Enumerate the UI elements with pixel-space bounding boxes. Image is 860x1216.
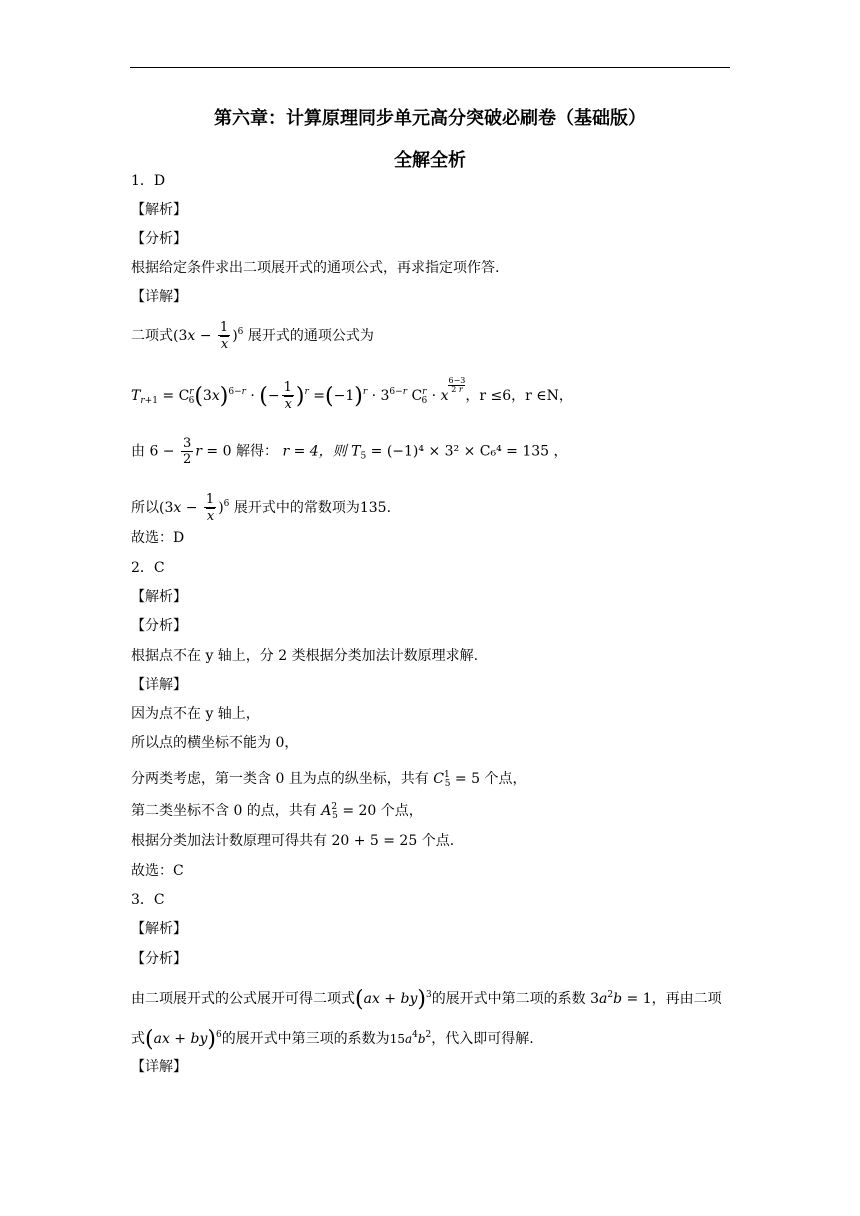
- q1-answer: 故选：D: [131, 530, 185, 546]
- q2-line-4: 第二类坐标不含 0 的点，共有 $A^2_5 = 20$ 个点，: [131, 802, 423, 821]
- q3-xiangjie-heading: 【详解】: [131, 1059, 187, 1075]
- q2-line-2: 所以点的横坐标不能为 0，: [131, 735, 299, 751]
- q1-fenxi-text: 根据给定条件求出二项展开式的通项公式，再求指定项作答.: [131, 260, 500, 276]
- q3-fenxi-line-1: 由二项展开式的公式展开可得二项式(ax + by)$^3$的展开式中第二项的系数 $3a^2b = 1$，再由二项: [131, 987, 722, 1012]
- q1-formula-line-1: 二项式(3x − $\frac{1}{x}$ )$^6$ 展开式的通项公式为: [131, 320, 374, 352]
- q3-jiexi-heading: 【解析】: [131, 921, 187, 937]
- q2-number: 2．C: [131, 560, 165, 576]
- q2-jiexi-heading: 【解析】: [131, 589, 187, 605]
- page-subtitle: 全解全析: [394, 150, 466, 171]
- q2-answer: 故选：C: [131, 863, 184, 879]
- q1-jiexi-heading: 【解析】: [131, 202, 187, 218]
- page-title: 第六章：计算原理同步单元高分突破必刷卷（基础版）: [214, 108, 646, 129]
- q1-number: 1．D: [131, 173, 166, 189]
- q2-xiangjie-heading: 【详解】: [131, 677, 187, 693]
- q3-fenxi-heading: 【分析】: [131, 951, 187, 967]
- q2-line-1: 因为点不在 y 轴上，: [131, 706, 260, 722]
- q2-line-3: 分两类考虑，第一类含 0 且为点的纵坐标，共有 $C^1_5 = 5$ 个点，: [131, 770, 527, 789]
- q3-number: 3．C: [131, 892, 165, 908]
- q1-xiangjie-heading: 【详解】: [131, 289, 187, 305]
- q2-fenxi-text: 根据点不在 y 轴上，分 2 类根据分类加法计数原理求解.: [131, 648, 479, 664]
- q2-line-5: 根据分类加法计数原理可得共有 20 + 5 = 25 个点.: [131, 833, 455, 849]
- header-rule: [130, 67, 730, 68]
- q1-fenxi-heading: 【分析】: [131, 231, 187, 247]
- q1-formula-line-3: 由 6 − $\frac{3}{2}$ r = 0 解得： r = 4，则 $T_5 = (-1)^4 \times 3^2 \times C_6^4 = 135$ ，: [131, 436, 568, 467]
- q1-formula-line-4: 所以(3x − $\frac{1}{x}$ )$^6$ 展开式中的常数项为135.: [131, 492, 392, 524]
- q3-fenxi-line-2: 式(ax + by)$^6$的展开式中第三项的系数为$15a^4b^2$，代入即可得解.: [131, 1027, 534, 1052]
- q2-fenxi-heading: 【分析】: [131, 618, 187, 634]
- q1-formula-line-2: $T_{r+1} = C^r_6(3x)^{6-r}$ · (− $\frac{1}{x}$ )$^r =(-1)^r \cdot 3^{6-r}$ $C^r_6 \cdot x$ $\frac{6-3}{2 r}$ ，r ≤6，r ∈N，: [131, 376, 573, 412]
